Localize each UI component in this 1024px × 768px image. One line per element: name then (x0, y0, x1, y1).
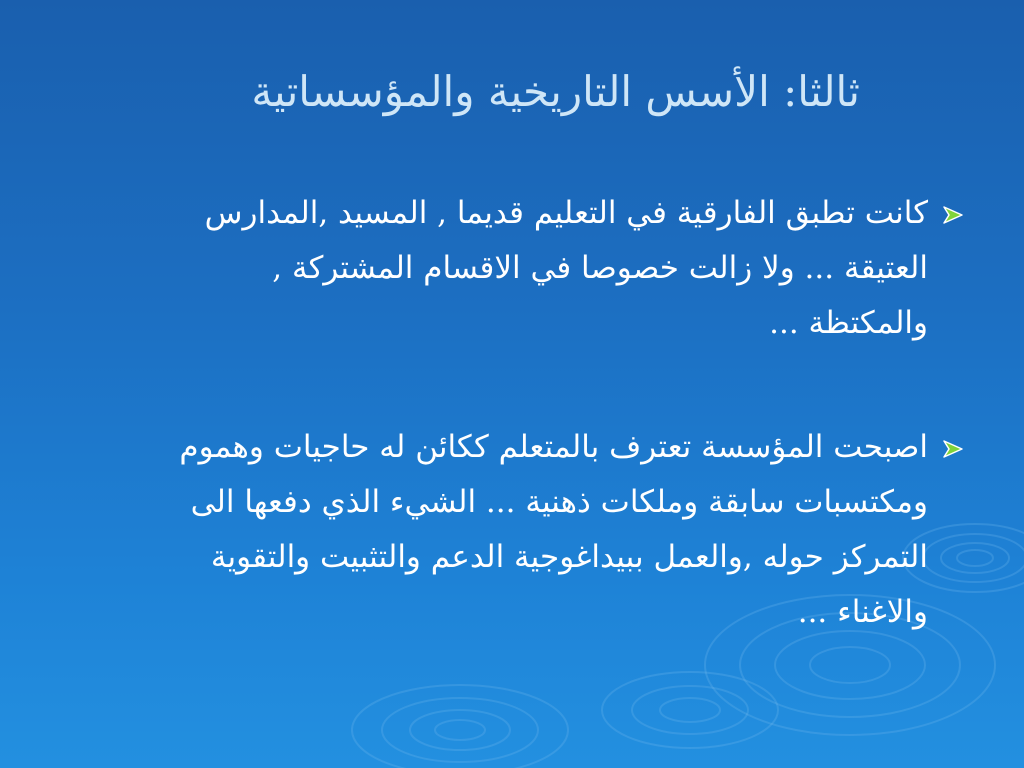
bullet-line: العتيقة ... ولا زالت خصوصا في الاقسام المشتركة , (272, 250, 928, 286)
bullet-line: كانت تطبق الفارقية في التعليم قديما , المسيد ,المدارس (204, 195, 928, 231)
bullet-line: والاغناء ... (797, 594, 928, 630)
bullet-line: اصبحت المؤسسة تعترف بالمتعلم ككائن له حاجيات وهموم (179, 429, 928, 465)
bullet-item (84, 420, 964, 640)
bullet-line: والمكتظة ... (769, 305, 928, 341)
bullet-line: ومكتسبات سابقة وملكات ذهنية ... الشيء الذي دفعها الى (190, 484, 928, 520)
slide-title: ثالثا: الأسس التاريخية والمؤسساتية (251, 67, 860, 116)
bullet-line: التمركز حوله ,والعمل ببيداغوجية الدعم والتثبيت والتقوية (210, 539, 928, 575)
green-arrow-bullet-icon (942, 205, 964, 225)
bullet-list (84, 186, 964, 640)
green-arrow-bullet-icon (942, 439, 964, 459)
bullet-item (84, 186, 964, 351)
